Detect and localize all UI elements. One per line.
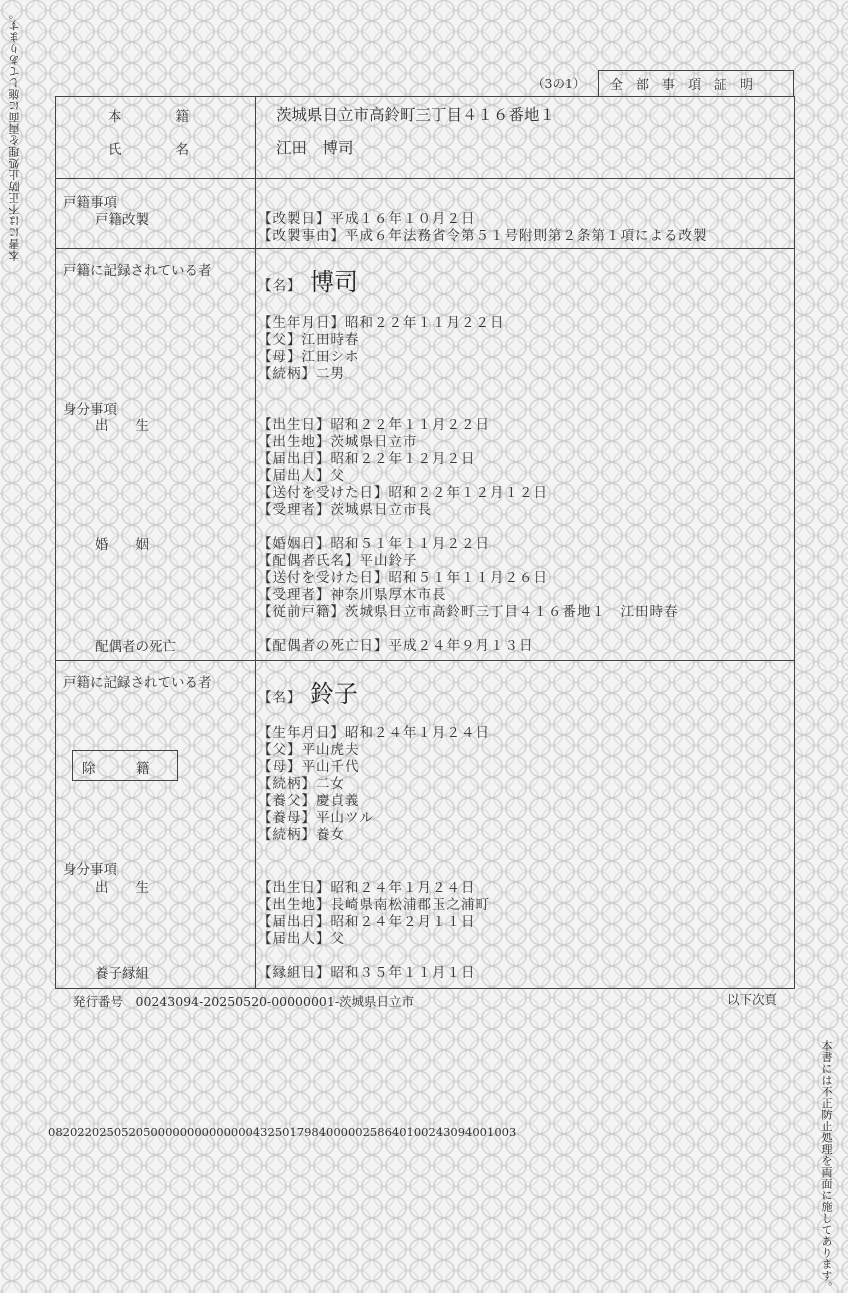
koseki-jiko-line: 【改製事由】平成６年法務省令第５１号附則第２条第１項による改製 xyxy=(258,228,708,244)
serial-number: 0820220250520500000000000000432501798400000258640100243094001003 xyxy=(48,1125,517,1139)
person1-birth-line: 【出生日】昭和２２年１１月２２日 xyxy=(258,417,490,433)
honseki-label: 本 籍 xyxy=(108,109,189,125)
issue-number: 発行番号 00243094-20250520-00000001-茨城県日立市 xyxy=(73,994,415,1009)
person1-birth-line: 【送付を受けた日】昭和２２年１２月１２日 xyxy=(258,485,548,501)
person2-label: 戸籍に記録されている者 xyxy=(63,675,212,691)
person2-info-line: 【養母】平山ツル xyxy=(258,810,374,826)
person1-death-line: 【配偶者の死亡日】平成２４年９月１３日 xyxy=(258,638,534,654)
person1-birth-line: 【届出日】昭和２２年１２月２日 xyxy=(258,451,476,467)
person1-info-line: 【続柄】二男 xyxy=(258,366,345,382)
row-divider xyxy=(55,178,795,179)
person2-info-line: 【生年月日】昭和２４年１月２４日 xyxy=(258,725,490,741)
person1-marriage-line: 【婚姻日】昭和５１年１１月２２日 xyxy=(258,536,490,552)
shimei-label: 氏 名 xyxy=(108,142,189,158)
person1-birth-line: 【届出人】父 xyxy=(258,468,345,484)
person1-birth-line: 【出生地】茨城県日立市 xyxy=(258,434,418,450)
person1-mibun-label: 身分事項 xyxy=(63,402,117,418)
person1-marriage-line: 【受理者】神奈川県厚木市長 xyxy=(258,587,447,603)
margin-notice-text: 本書には不正防止処理を両面に施してあります。 xyxy=(820,1040,833,1293)
person1-marriage-line: 【送付を受けた日】昭和５１年１１月２６日 xyxy=(258,570,548,586)
person1-birth-line: 【受理者】茨城県日立市長 xyxy=(258,502,432,518)
person2-info-line: 【養父】慶貞義 xyxy=(258,793,360,809)
person2-adoption-line: 【縁組日】昭和３５年１１月１日 xyxy=(258,965,476,981)
person2-info-line: 【母】平山千代 xyxy=(258,759,360,775)
person2-birth-line: 【届出人】父 xyxy=(258,931,345,947)
column-divider xyxy=(255,96,256,989)
certificate-title: 全 部 事 項 証 明 xyxy=(610,78,754,93)
person1-info-line: 【父】江田時春 xyxy=(258,332,360,348)
person2-info-line: 【続柄】二女 xyxy=(258,776,345,792)
person1-marriage-line: 【配偶者氏名】平山鈴子 xyxy=(258,553,418,569)
shimei-value: 江田 博司 xyxy=(276,139,354,157)
person1-death-label: 配偶者の死亡 xyxy=(95,639,176,655)
person2-info-line: 【父】平山虎夫 xyxy=(258,742,360,758)
person1-marriage-line: 【従前戸籍】茨城県日立市高鈴町三丁目４１６番地１ 江田時春 xyxy=(258,604,679,620)
person2-info-line: 【続柄】養女 xyxy=(258,827,345,843)
margin-notice-text: 本書には不正防止処理を両面に施してあります。 xyxy=(8,8,21,261)
person2-birth-label: 出 生 xyxy=(95,880,149,896)
person2-birth-line: 【出生地】長崎県南松浦郡玉之浦町 xyxy=(258,897,490,913)
person1-label: 戸籍に記録されている者 xyxy=(63,263,212,279)
person1-birth-label: 出 生 xyxy=(95,418,149,434)
person2-birth-line: 【届出日】昭和２４年２月１１日 xyxy=(258,914,476,930)
person2-name-tag: 【名】 xyxy=(258,690,302,706)
continued-next-page: 以下次頁 xyxy=(727,992,778,1007)
margin-notice-bottom-right xyxy=(818,1040,834,1293)
removed-badge-label: 除 籍 xyxy=(82,761,150,777)
person2-name: 鈴子 xyxy=(310,680,358,708)
person2-adoption-label: 養子縁組 xyxy=(95,966,149,982)
person2-birth-line: 【出生日】昭和２４年１月２４日 xyxy=(258,880,476,896)
person1-info-line: 【生年月日】昭和２２年１１月２２日 xyxy=(258,315,505,331)
margin-notice-top-left xyxy=(7,8,23,261)
row-divider xyxy=(55,248,795,249)
person1-name: 博司 xyxy=(310,268,358,296)
person2-mibun-label: 身分事項 xyxy=(63,862,117,878)
koseki-jiko-label: 戸籍事項 xyxy=(63,195,117,211)
koseki-kaisei-label: 戸籍改製 xyxy=(95,212,149,228)
page-indicator: （3の1） xyxy=(532,76,586,91)
koseki-jiko-line: 【改製日】平成１６年１０月２日 xyxy=(258,211,476,227)
person1-name-tag: 【名】 xyxy=(258,278,302,294)
person1-info-line: 【母】江田シホ xyxy=(258,349,360,365)
person1-marriage-label: 婚 姻 xyxy=(95,537,149,553)
honseki-value: 茨城県日立市高鈴町三丁目４１６番地１ xyxy=(276,106,556,124)
row-divider xyxy=(55,660,795,661)
